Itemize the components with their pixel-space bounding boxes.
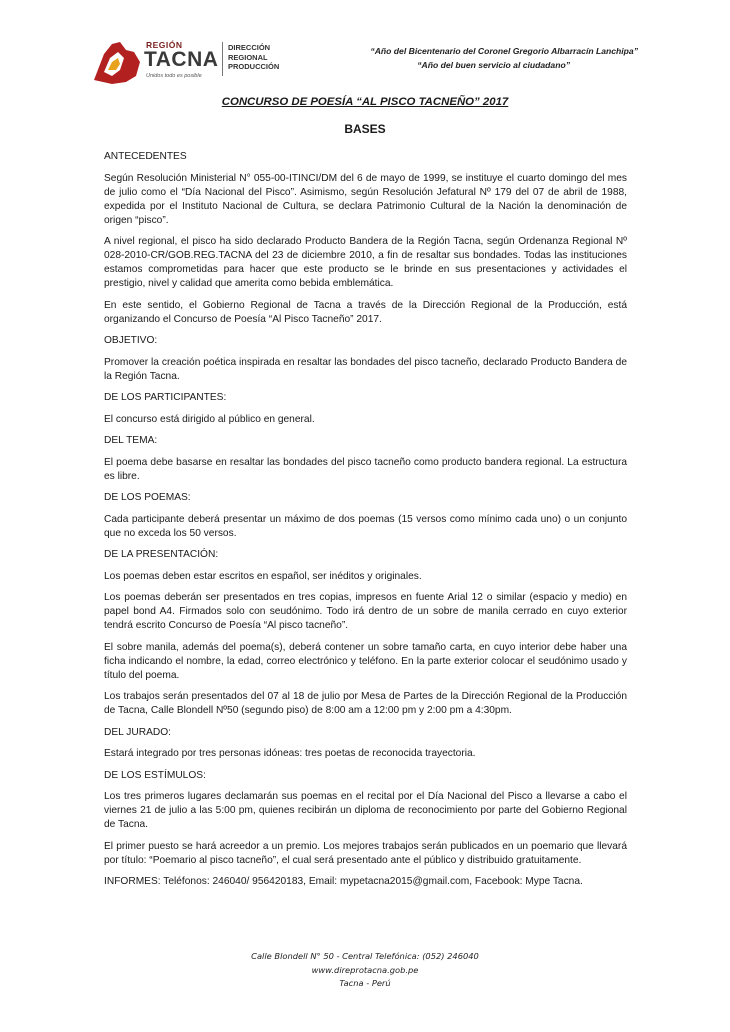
- section-heading: DEL TEMA:: [104, 435, 158, 446]
- section-paragraph: A nivel regional, el pisco ha sido declarado Producto Bandera de la Región Tacna, según Ordenanza Regional Nº 028-2010-CR/GOB.REG.TACNA del 23 de diciembre 2010, a fin de resaltar sus bondades. Todas las instituciones estamos comprometidas para hacer que este producto se le brinde en sus presentaciones y actividades el prestigio, nivel y calidad que amerita como bebida emblemática.: [104, 236, 627, 289]
- section-paragraph: El poema debe basarse en resaltar las bondades del pisco tacneño como producto bandera regional. La estructura es libre.: [104, 456, 627, 482]
- section-heading: ANTECEDENTES: [104, 151, 187, 162]
- section-paragraph: El concurso está dirigido al público en general.: [104, 413, 315, 425]
- document-title: CONCURSO DE POESÍA “AL PISCO TACNEÑO” 2017: [221, 96, 509, 108]
- logo-direction-line: REGIONAL: [228, 52, 268, 62]
- header-motto-1: “Año del Bicentenario del Coronel Gregorio Albarracín Lanchipa”: [370, 46, 638, 56]
- footer-location: Tacna - Perú: [339, 978, 391, 988]
- document-body: [104, 150, 627, 897]
- section-paragraph: Los poemas deberán ser presentados en tres copias, impresos en fuente Arial 12 o similar (espacio y medio) en papel bond A4. Firmados solo con seudónimo. Todo irá dentro de un sobre de manila cerrado en cuyo exterior tendrá escrito Concurso de Poesía “Al pisco tacneño”.: [104, 592, 627, 631]
- logo-tacna-text: TACNA: [144, 48, 219, 71]
- section-heading: DEL JURADO:: [104, 726, 171, 738]
- logo-direction-line: DIRECCIÓN: [228, 43, 271, 52]
- page-footer: [0, 950, 730, 991]
- logo-region-text: REGIÓN: [146, 40, 183, 50]
- footer-address: Calle Blondell N° 50 - Central Telefónica: (052) 246040: [251, 951, 479, 961]
- section-paragraph: Los poemas deben estar escritos en español, ser inéditos y originales.: [104, 570, 422, 582]
- logo-divider: [222, 42, 223, 76]
- footer-website: www.direprotacna.gob.pe: [311, 964, 419, 975]
- logo-slogan: Unidos todo es posible: [146, 73, 202, 79]
- section-paragraph: INFORMES: Teléfonos: 246040/ 956420183, Email: mypetacna2015@gmail.com, Facebook: Mype Tacna.: [104, 876, 583, 887]
- section-paragraph: Promover la creación poética inspirada en resaltar las bondades del pisco tacneño, declarado Producto Bandera de la Región Tacna.: [104, 356, 627, 382]
- logo-direction-line: PRODUCCIÓN: [228, 62, 280, 71]
- section-paragraph: En este sentido, el Gobierno Regional de Tacna a través de la Dirección Regional de la Producción, está organizando el Concurso de Poesía “Al Pisco Tacneño” 2017.: [104, 299, 627, 325]
- section-paragraph: Cada participante deberá presentar un máximo de dos poemas (15 versos como mínimo cada uno) o un conjunto que no exceda los 50 versos.: [104, 513, 627, 539]
- section-heading: DE LOS POEMAS:: [104, 492, 191, 503]
- section-paragraph: El primer puesto se hará acreedor a un premio. Los mejores trabajos serán publicados en un poemario que llevará por título: “Poemario al pisco tacneño”, el cual será presentado ante el público y distribuido gratuitamente.: [104, 840, 627, 866]
- page-header: [0, 0, 730, 95]
- section-paragraph: El sobre manila, además del poema(s), deberá contener un sobre tamaño carta, en cuyo interior debe haber una ficha indicando el nombre, la edad, correo electrónico y teléfono. En la parte exterior colocar el seudónimo usado y título del poema.: [104, 641, 627, 681]
- section-heading: DE LOS PARTICIPANTES:: [104, 392, 227, 403]
- header-motto-2: “Año del buen servicio al ciudadano”: [417, 60, 570, 70]
- section-heading: DE LOS ESTÍMULOS:: [104, 769, 206, 781]
- section-paragraph: Los tres primeros lugares declamarán sus poemas en el recital por el Día Nacional del Pisco a llevarse a cabo el viernes 21 de julio a las 5:00 pm, quienes recibirán un diploma de reconocimiento por parte del Gobierno Regional de Tacna.: [104, 791, 627, 830]
- document-subtitle: BASES: [344, 122, 386, 136]
- section-heading: DE LA PRESENTACIÓN:: [104, 549, 219, 560]
- section-paragraph: Según Resolución Ministerial N° 055-00-ITINCI/DM del 6 de mayo de 1999, se instituye el cuarto domingo del mes de julio como el “Día Nacional del Pisco”. Asimismo, según Resolución Jefatural Nº 179 del 07 de abril de 1988, expedida por el Instituto Nacional de Cultura, se declara Patrimonio Cultural de la Nación la denominación de origen “pisco”.: [104, 172, 627, 226]
- region-tacna-emblem-icon: [90, 36, 144, 86]
- section-heading: OBJETIVO:: [104, 335, 158, 346]
- section-paragraph: Los trabajos serán presentados del 07 al 18 de julio por Mesa de Partes de la Dirección Regional de la Producción de Tacna, Calle Blondell Nº50 (segundo piso) de 8:00 am a 12:00 pm y 2:00 pm a 4:30pm.: [104, 691, 627, 716]
- section-paragraph: Estará integrado por tres personas idóneas: tres poetas de reconocida trayectoria.: [104, 748, 476, 759]
